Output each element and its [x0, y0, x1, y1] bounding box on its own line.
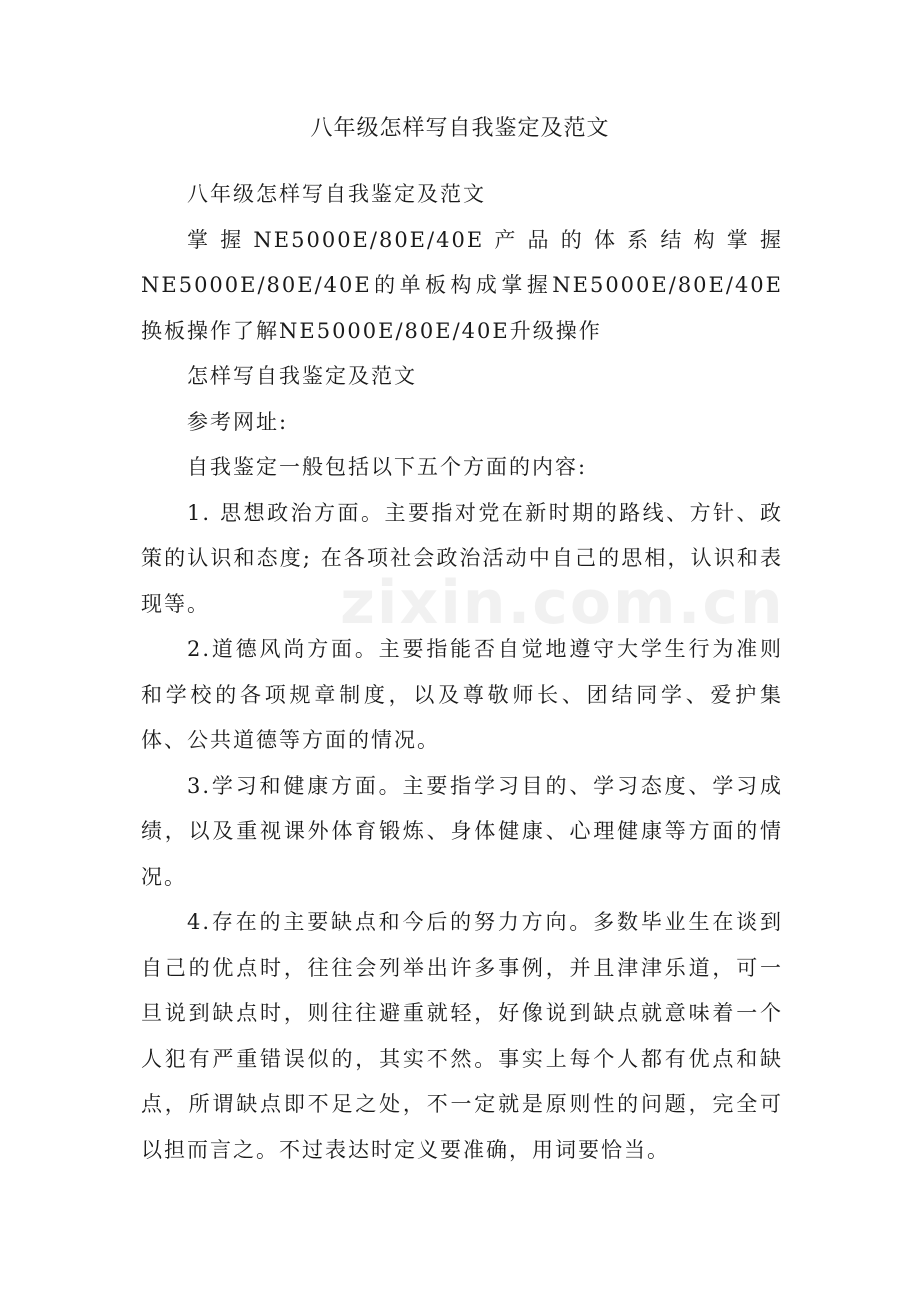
- document-title: 八年级怎样写自我鉴定及范文: [310, 116, 610, 141]
- paragraph-product-info: 掌握NE5000E/80E/40E产品的体系结构掌握NE5000E/80E/40E的单板构成掌握NE5000E/80E/40E换板操作了解NE5000E/80E/40E升级操作: [141, 227, 783, 343]
- paragraph-heading: 怎样写自我鉴定及范文: [187, 364, 417, 388]
- paragraph-item-4: 4.存在的主要缺点和今后的努力方向。多数毕业生在谈到自己的优点时，往往会列举出许多事例，并且津津乐道，可一旦说到缺点时，则往往避重就轻，好像说到缺点就意味着一个人犯有严重错误似的，其实不然。事实上每个人都有优点和缺点，所谓缺点即不足之处，不一定就是原则性的问题，完全可以担而言之。不过表达时定义要准确，用词要恰当。: [141, 910, 783, 1162]
- paragraph-item-3: 3.学习和健康方面。主要指学习目的、学习态度、学习成绩，以及重视课外体育锻炼、身体健康、心理健康等方面的情况。: [141, 773, 783, 889]
- watermark: zixin.com.cn: [340, 568, 785, 638]
- paragraph-item-1: 1. 思想政治方面。主要指对党在新时期的路线、方针、政策的认识和态度; 在各项社会政治活动中自己的思相，认识和表现等。: [141, 500, 783, 616]
- paragraph-subtitle: 八年级怎样写自我鉴定及范文: [187, 182, 486, 206]
- paragraph-reference: 参考网址:: [187, 409, 289, 434]
- paragraph-item-2: 2.道德风尚方面。主要指能否自觉地遵守大学生行为准则和学校的各项规章制度，以及尊敬师长、团结同学、爱护集体、公共道德等方面的情况。: [141, 637, 783, 752]
- paragraph-intro: 自我鉴定一般包括以下五个方面的内容:: [187, 455, 588, 479]
- document-body: [141, 172, 783, 1173]
